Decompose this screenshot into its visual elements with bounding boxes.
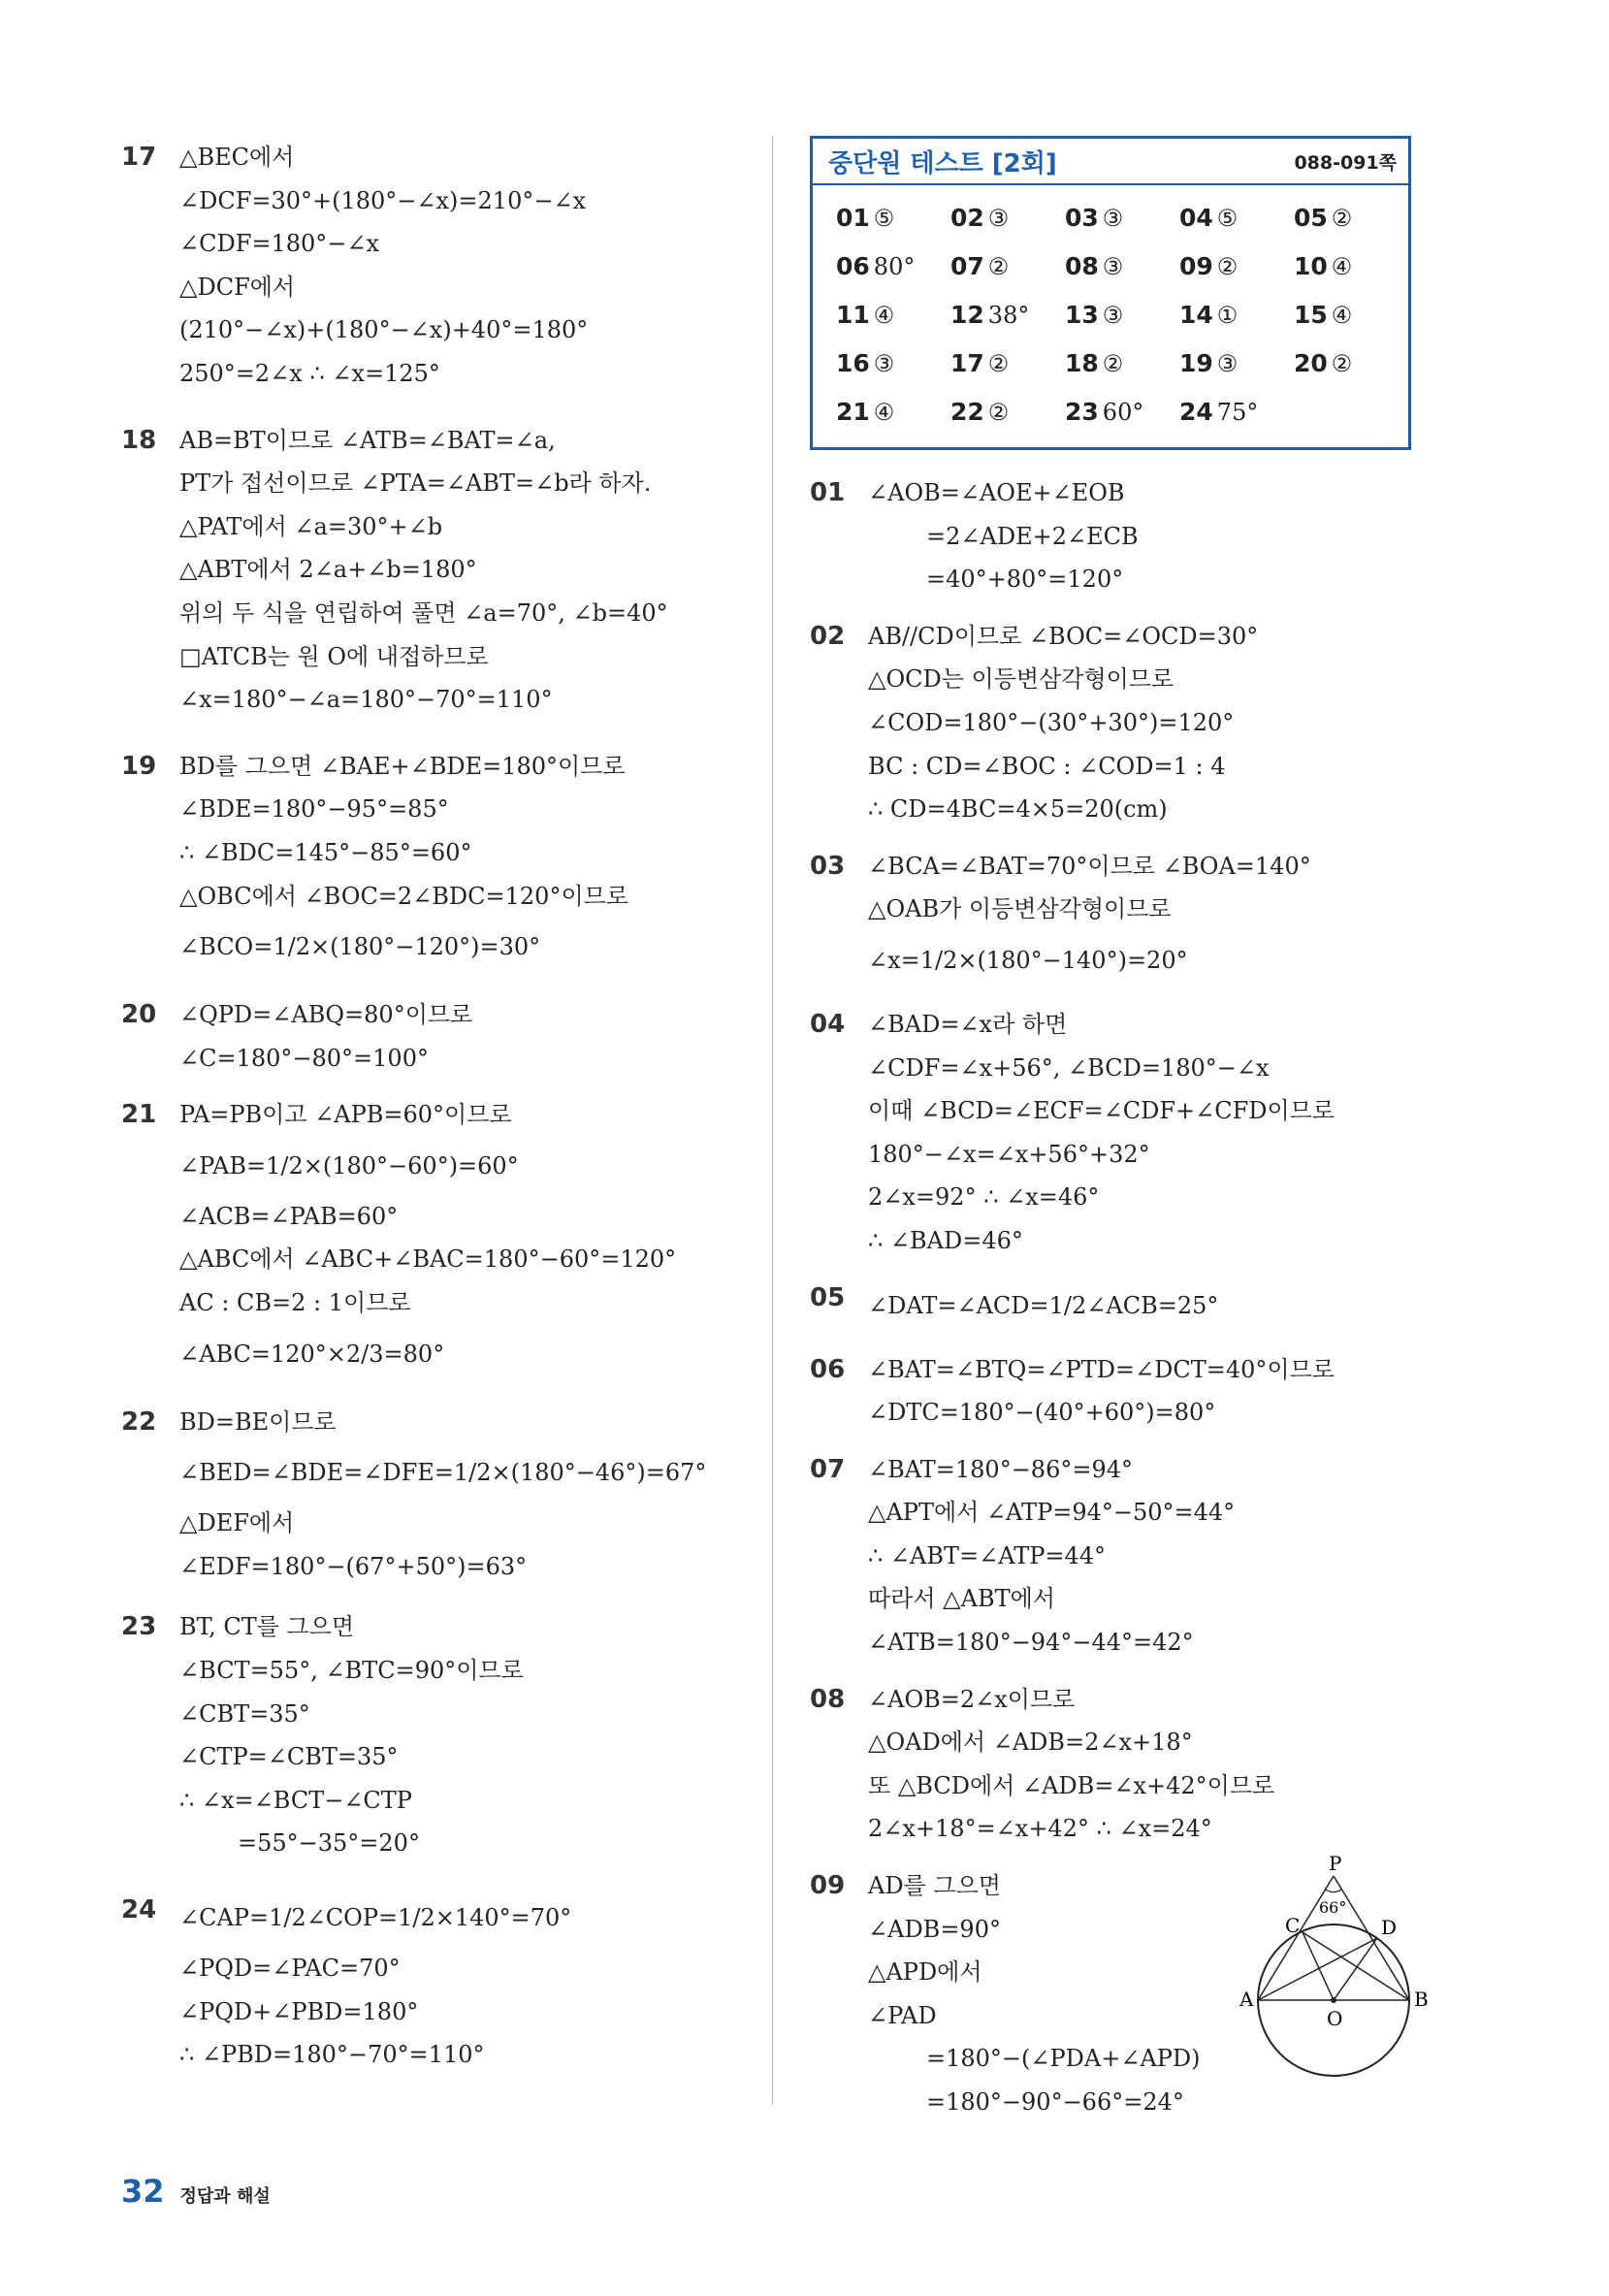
answer-item: [1065, 342, 1179, 385]
answer-box: [810, 136, 1411, 450]
solution-03: [810, 845, 1469, 989]
answer-item: [836, 391, 950, 434]
solution-lines: [868, 1003, 1469, 1263]
answer-value: ②: [987, 253, 1010, 280]
circle-figure: [1232, 1855, 1435, 2097]
answer-item: [1179, 294, 1294, 337]
answer-number: 07: [950, 252, 984, 280]
solution-line: ∠BCT=55°, ∠BTC=90°이므로: [179, 1657, 524, 1685]
solution-lines: [868, 1678, 1469, 1851]
solution-lines: [179, 1605, 752, 1865]
answer-number: 10: [1294, 252, 1328, 280]
solution-line: PT가 접선이므로 ∠PTA=∠ABT=∠b라 하자.: [179, 469, 652, 498]
solution-line: ∠BAT=180°−86°=94°: [868, 1455, 1133, 1483]
solution-line: =40°+80°=120°: [926, 566, 1124, 594]
answer-item: [1065, 294, 1179, 337]
solution-line: ∠BAD=∠x라 하면: [868, 1010, 1068, 1038]
answer-number: 03: [1065, 204, 1099, 232]
solution-number: 04: [810, 1009, 846, 1039]
solution-line: ∠x=1/2×(180°−140°)=20°: [868, 946, 1188, 974]
column-divider: [772, 136, 773, 2105]
answer-number: 02: [950, 204, 984, 232]
solution-lines: [868, 845, 1469, 989]
answer-item: [950, 245, 1065, 288]
solution-lines: [868, 471, 1469, 601]
solution-line: ∠AOB=2∠x이므로: [868, 1685, 1076, 1713]
solution-line: BC : CD=∠BOC : ∠COD=1 : 4: [868, 752, 1226, 780]
solution-line: △OAB가 이등변삼각형이므로: [868, 895, 1172, 923]
solution-23: [121, 1605, 752, 1865]
line-pa: [1258, 1876, 1334, 2000]
solution-04: [810, 1003, 1469, 1263]
solution-number: 18: [121, 425, 157, 455]
solution-22: [121, 1401, 752, 1589]
page-footer: [121, 2173, 271, 2210]
solution-lines: [868, 1348, 1469, 1435]
answer-value: ③: [1102, 253, 1124, 280]
answer-value: ③: [987, 205, 1010, 232]
solution-lines: [179, 993, 752, 1080]
answer-number: 05: [1294, 204, 1328, 232]
solution-line: ∠AOB=∠AOE+∠EOB: [868, 479, 1125, 506]
answer-item: [1294, 245, 1408, 288]
solution-lines: [868, 1448, 1469, 1665]
answer-item: [1065, 197, 1179, 240]
solution-number: 01: [810, 478, 846, 507]
answer-item: [836, 342, 950, 385]
solution-lines: [179, 1401, 752, 1589]
solution-line: ∴ ∠BDC=145°−85°=60°: [179, 838, 472, 866]
label-a: A: [1239, 1988, 1254, 2011]
solution-number: 21: [121, 1100, 157, 1130]
solution-line: 또 △BCD에서 ∠ADB=∠x+42°이므로: [868, 1771, 1275, 1799]
solution-line: ∠CDF=180°−∠x: [179, 230, 380, 258]
answer-value: ④: [1331, 302, 1353, 329]
answer-item: [1065, 391, 1179, 434]
answer-number: 14: [1179, 301, 1213, 329]
answer-value: 60°: [1102, 399, 1144, 426]
solution-line: ∠DTC=180°−(40°+60°)=80°: [868, 1399, 1216, 1427]
solution-number: 03: [810, 851, 846, 881]
solution-line: =55°−35°=20°: [238, 1829, 420, 1858]
answer-number: 20: [1294, 349, 1328, 377]
solution-02: [810, 615, 1469, 831]
solution-number: 23: [121, 1612, 157, 1642]
solution-number: 19: [121, 751, 157, 781]
solution-line: 위의 두 식을 연립하여 풀면 ∠a=70°, ∠b=40°: [179, 598, 668, 627]
solution-line: △DEF에서: [179, 1509, 295, 1537]
answer-value: ⑤: [873, 205, 895, 232]
answer-value: 75°: [1216, 399, 1259, 426]
solution-line: AB=BT이므로 ∠ATB=∠BAT=∠a,: [179, 426, 556, 454]
solution-17: [121, 136, 752, 396]
solution-line: ∠CTP=∠CBT=35°: [179, 1743, 399, 1771]
solution-line: △APD에서: [868, 1958, 982, 1987]
solution-number: 08: [810, 1684, 846, 1714]
answer-item: [1179, 245, 1294, 288]
solution-number: 06: [810, 1354, 846, 1384]
answer-item: [1294, 342, 1408, 385]
answer-value: ②: [987, 350, 1010, 377]
solution-line: 이때 ∠BCD=∠ECF=∠CDF+∠CFD이므로: [868, 1097, 1335, 1125]
answer-value: ②: [1331, 205, 1353, 232]
answer-number: 01: [836, 204, 870, 232]
solution-line: 2∠x+18°=∠x+42° ∴ ∠x=24°: [868, 1815, 1212, 1843]
solution-line: ∠ADB=90°: [868, 1915, 1001, 1943]
answer-item: [950, 197, 1065, 240]
answer-value: ④: [873, 302, 895, 329]
footer-text: 정답과 해설: [179, 2186, 271, 2207]
left-column: [121, 136, 752, 2094]
answer-value: ②: [1102, 350, 1124, 377]
solution-line: AB//CD이므로 ∠BOC=∠OCD=30°: [868, 622, 1259, 650]
answer-number: 12: [950, 301, 984, 329]
answer-item: [1179, 391, 1294, 434]
solution-number: 02: [810, 621, 846, 651]
solution-18: [121, 419, 752, 722]
solution-line: ∠x=180°−∠a=180°−70°=110°: [179, 686, 553, 714]
solution-line: =2∠ADE+2∠ECB: [926, 522, 1139, 550]
solution-line: ∠EDF=180°−(67°+50°)=63°: [179, 1552, 528, 1580]
solution-line: 250°=2∠x ∴ ∠x=125°: [179, 359, 440, 387]
solution-number: 17: [121, 143, 157, 172]
solution-number: 22: [121, 1407, 157, 1437]
line-do: [1334, 1938, 1377, 2000]
answer-number: 09: [1179, 252, 1213, 280]
solution-05: [810, 1277, 1469, 1335]
solution-21: [121, 1093, 752, 1382]
answer-box-header: [813, 139, 1408, 185]
answer-item: [1179, 342, 1294, 385]
answer-number: 06: [836, 252, 870, 280]
solution-line: ∠PQD=∠PAC=70°: [179, 1955, 401, 1982]
label-o: O: [1327, 2007, 1343, 2030]
answer-value: ②: [1216, 253, 1239, 280]
answer-item: [836, 245, 950, 288]
answer-value: ③: [873, 350, 895, 377]
solution-line: ∠PAD: [868, 2001, 937, 2029]
solution-line: ∠PAB=1/2×(180°−60°)=60°: [179, 1151, 519, 1180]
label-p: P: [1329, 1855, 1342, 1875]
solution-19: [121, 745, 752, 976]
solution-line: ∠DCF=30°+(180°−∠x)=210°−∠x: [179, 186, 587, 214]
answer-number: 23: [1065, 398, 1099, 426]
answer-value: ②: [1331, 350, 1353, 377]
answer-item: [950, 294, 1065, 337]
solution-number: 05: [810, 1282, 846, 1312]
answer-value: ③: [1102, 205, 1124, 232]
solution-number: 07: [810, 1454, 846, 1484]
answer-number: 17: [950, 349, 984, 377]
solution-line: ∠ACB=∠PAB=60°: [179, 1202, 399, 1230]
answer-number: 19: [1179, 349, 1213, 377]
solution-08: [810, 1678, 1469, 1851]
solution-line: BD를 그으면 ∠BAE+∠BDE=180°이므로: [179, 752, 626, 780]
solution-number: 20: [121, 1000, 157, 1030]
solution-line: ∴ CD=4BC=4×5=20(cm): [868, 795, 1168, 824]
solution-number: 24: [121, 1895, 157, 1924]
answer-item: [950, 391, 1065, 434]
solution-lines: [179, 1093, 752, 1382]
answer-value: ④: [1331, 253, 1353, 280]
solution-line: AD를 그으면: [868, 1872, 1001, 1900]
answer-item: [1179, 197, 1294, 240]
solution-line: ∠CBT=35°: [179, 1699, 310, 1728]
answer-number: 13: [1065, 301, 1099, 329]
answer-number: 04: [1179, 204, 1213, 232]
solution-line: ∠PQD+∠PBD=180°: [179, 1997, 419, 2025]
answer-number: 22: [950, 398, 984, 426]
answer-value: 38°: [987, 302, 1030, 329]
solution-line: △ABT에서 2∠a+∠b=180°: [179, 556, 477, 584]
answer-item: [1294, 294, 1408, 337]
solution-line: △DCF에서: [179, 273, 296, 301]
solution-line: ∠DAT=∠ACD=1/2∠ACB=25°: [868, 1291, 1219, 1319]
solution-line: ∠BDE=180°−95°=85°: [179, 795, 449, 824]
solution-line: △APT에서 ∠ATP=94°−50°=44°: [868, 1499, 1236, 1527]
solution-line: ∠BAT=∠BTQ=∠PTD=∠DCT=40°이므로: [868, 1355, 1335, 1383]
solution-line: ∴ ∠BAD=46°: [868, 1226, 1023, 1254]
solution-line: PA=PB이고 ∠APB=60°이므로: [179, 1101, 512, 1129]
solution-line: (210°−∠x)+(180°−∠x)+40°=180°: [179, 316, 589, 344]
solution-number: 09: [810, 1871, 846, 1901]
solution-lines: [179, 1889, 752, 2077]
solution-20: [121, 993, 752, 1080]
solution-line: ∠BED=∠BDE=∠DFE=1/2×(180°−46°)=67°: [179, 1459, 707, 1487]
test-pages: 088-091쪽: [1294, 151, 1397, 174]
solution-line: ∠C=180°−80°=100°: [179, 1044, 429, 1072]
solution-line: △OBC에서 ∠BOC=2∠BDC=120°이므로: [179, 882, 629, 910]
line-pb: [1334, 1876, 1409, 2000]
solution-line: 2∠x=92° ∴ ∠x=46°: [868, 1183, 1100, 1212]
solution-07: [810, 1448, 1469, 1665]
solution-line: ∠BCO=1/2×(180°−120°)=30°: [179, 933, 541, 961]
page-number: 32: [121, 2173, 165, 2210]
solution-line: ∠COD=180°−(30°+30°)=120°: [868, 708, 1235, 736]
solution-line: △OAD에서 ∠ADB=2∠x+18°: [868, 1729, 1193, 1757]
solution-line: ∠CDF=∠x+56°, ∠BCD=180°−∠x: [868, 1053, 1270, 1082]
solution-line: ∠ATB=180°−94°−44°=42°: [868, 1629, 1194, 1657]
solution-lines: [179, 419, 752, 722]
answer-item: [950, 342, 1065, 385]
angle-arc: [1326, 1890, 1341, 1892]
label-d: D: [1381, 1916, 1398, 1939]
answer-item: [836, 294, 950, 337]
solution-line: ∴ ∠ABT=∠ATP=44°: [868, 1541, 1107, 1569]
answer-value: ③: [1216, 350, 1239, 377]
label-b: B: [1414, 1988, 1429, 2011]
label-c: C: [1285, 1914, 1301, 1937]
answer-grid: [813, 185, 1408, 434]
solution-lines: [179, 745, 752, 976]
solution-01: [810, 471, 1469, 601]
solution-lines: [868, 615, 1469, 831]
solution-line: ∠ABC=120°×2/3=80°: [179, 1340, 445, 1368]
solution-line: =180°−(∠PDA+∠APD): [926, 2045, 1201, 2073]
answer-number: 24: [1179, 398, 1213, 426]
answer-value: ②: [987, 399, 1010, 426]
solution-06: [810, 1348, 1469, 1435]
solution-24: [121, 1889, 752, 2077]
answer-number: 15: [1294, 301, 1328, 329]
solution-lines: [868, 1277, 1469, 1335]
solution-line: ∴ ∠x=∠BCT−∠CTP: [179, 1786, 412, 1814]
solution-line: BD=BE이므로: [179, 1407, 337, 1436]
answer-item: [1294, 197, 1408, 240]
test-title: 중단원 테스트 [2회]: [828, 148, 1057, 178]
label-angle: 66°: [1319, 1898, 1347, 1917]
solution-line: BT, CT를 그으면: [179, 1613, 355, 1641]
solution-line: =180°−90°−66°=24°: [926, 2088, 1184, 2116]
solution-line: □ATCB는 원 O에 내접하므로: [179, 642, 489, 670]
answer-number: 16: [836, 349, 870, 377]
answer-value: ③: [1102, 302, 1124, 329]
solution-lines: [179, 136, 752, 396]
answer-number: 11: [836, 301, 870, 329]
answer-number: 21: [836, 398, 870, 426]
answer-item: [1065, 245, 1179, 288]
solution-line: 180°−∠x=∠x+56°+32°: [868, 1140, 1150, 1168]
solution-line: ∴ ∠PBD=180°−70°=110°: [179, 2041, 485, 2069]
solution-line: △OCD는 이등변삼각형이므로: [868, 665, 1175, 694]
answer-item: [836, 197, 950, 240]
solution-line: △ABC에서 ∠ABC+∠BAC=180°−60°=120°: [179, 1245, 677, 1274]
solution-line: ∠QPD=∠ABQ=80°이므로: [179, 1001, 473, 1029]
answer-value: ①: [1216, 302, 1239, 329]
answer-value: ④: [873, 399, 895, 426]
answer-number: 08: [1065, 252, 1099, 280]
center-point: [1331, 1997, 1336, 2003]
solution-line: ∠BCA=∠BAT=70°이므로 ∠BOA=140°: [868, 852, 1311, 880]
solution-line: △BEC에서: [179, 144, 295, 171]
answer-value: 80°: [873, 253, 916, 280]
solution-line: ∠CAP=1/2∠COP=1/2×140°=70°: [179, 1904, 572, 1931]
answer-number: 18: [1065, 349, 1099, 377]
answer-value: ⑤: [1216, 205, 1239, 232]
solution-line: AC : CB=2 : 1이므로: [179, 1289, 411, 1317]
solution-line: △PAT에서 ∠a=30°+∠b: [179, 512, 443, 540]
solution-line: 따라서 △ABT에서: [868, 1585, 1055, 1613]
right-column: [810, 136, 1469, 2142]
